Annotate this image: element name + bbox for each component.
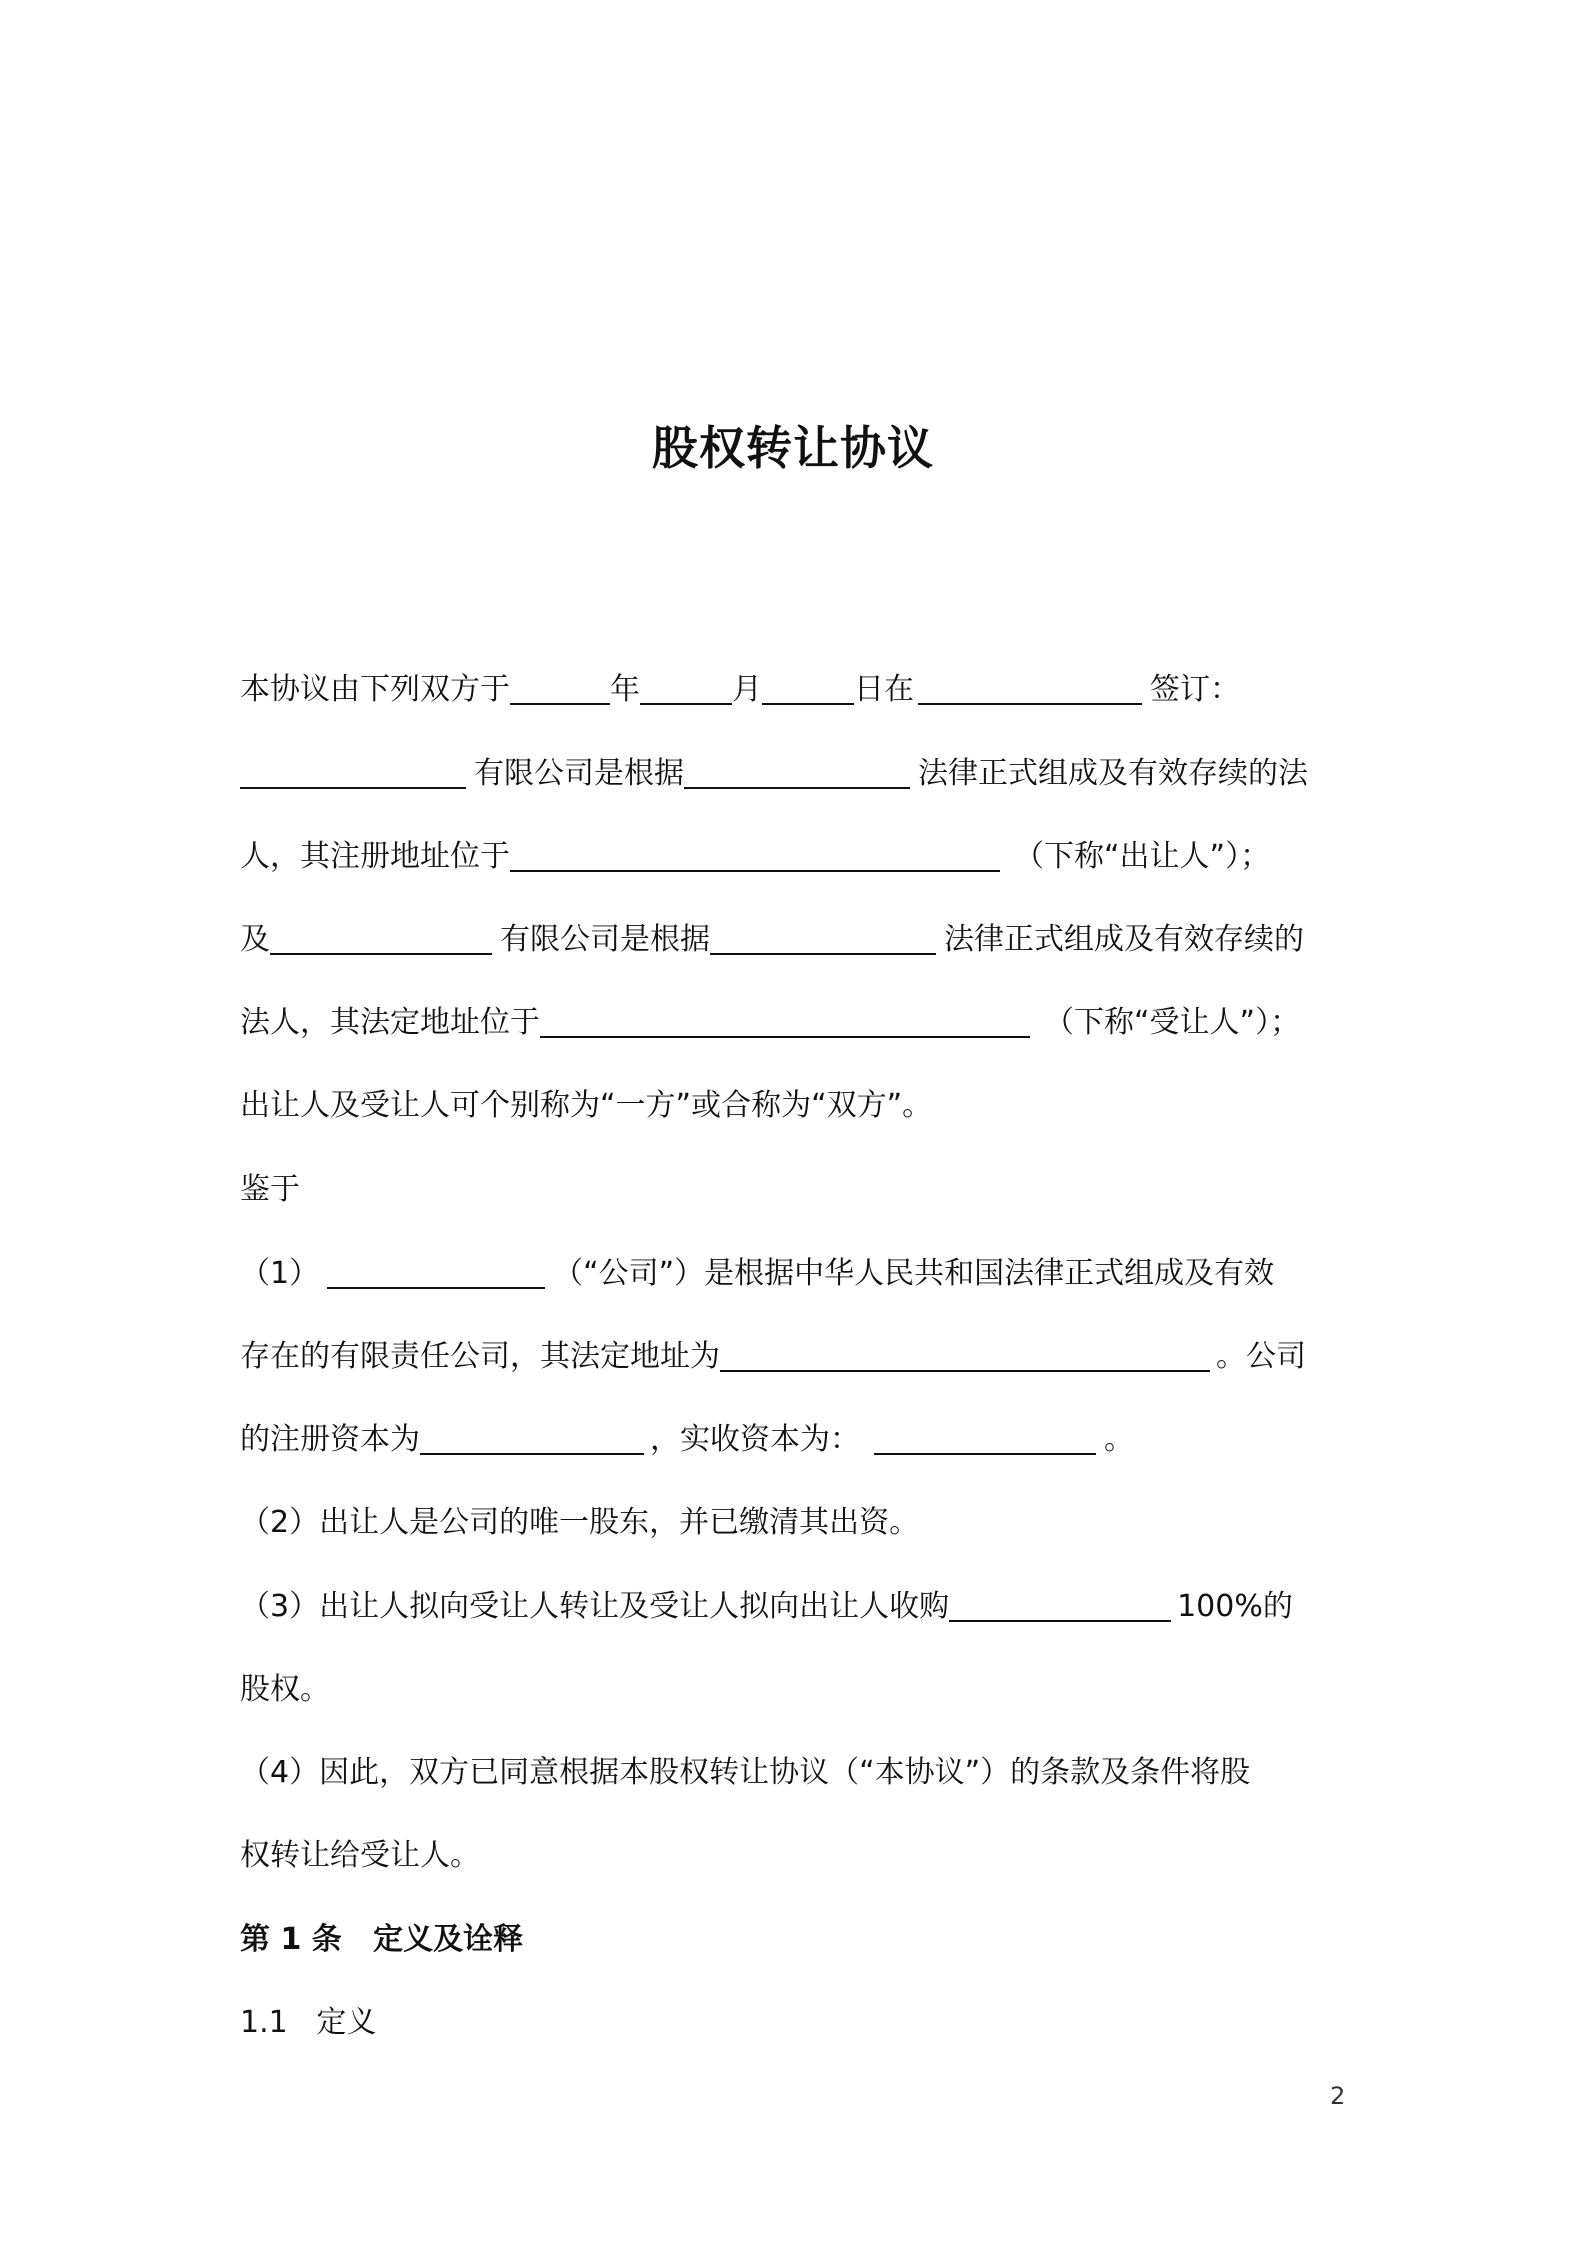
- party2-prefix: 及: [240, 922, 270, 957]
- parties-note: 出让人及受让人可个别称为“一方”或合称为“双方”。: [240, 1088, 933, 1123]
- company-address-blank: [720, 1340, 1210, 1372]
- party1-address-text: 人，其注册地址位于: [240, 839, 510, 874]
- company-name-blank: [327, 1257, 545, 1289]
- equity-company-blank: [949, 1590, 1171, 1622]
- recital3-line1: [240, 1585, 1293, 1629]
- party2-text2: 法律正式组成及有效存续的: [944, 922, 1304, 957]
- recital1-line3: [240, 1418, 1134, 1462]
- recital3-line2: 股权。: [240, 1672, 330, 1707]
- party1-alias: （下称“出让人”）；: [1014, 839, 1271, 874]
- recital1-number: （1）: [240, 1256, 320, 1291]
- intro-line: [240, 668, 1240, 712]
- day-label: 日在: [854, 672, 914, 707]
- recital1-line2: [240, 1335, 1306, 1379]
- document-title: 股权转让协议: [652, 421, 934, 475]
- day-blank: [762, 673, 854, 705]
- party1-law-blank: [684, 757, 910, 789]
- recital4-line1: （4）因此，双方已同意根据本股权转让协议（“本协议”）的条款及条件将股: [240, 1755, 1251, 1790]
- party1-line1: [240, 752, 1308, 796]
- paid-capital-blank: [874, 1423, 1096, 1455]
- year-blank: [510, 673, 610, 705]
- party1-text1: 有限公司是根据: [474, 756, 684, 791]
- paid-capital-text: ，实收资本为：: [650, 1422, 860, 1457]
- party2-line2: [240, 1001, 1300, 1045]
- registered-capital-text: 的注册资本为: [240, 1422, 420, 1457]
- recital3-text: （3）出让人拟向受让人转让及受让人拟向出让人收购: [240, 1589, 950, 1624]
- section-1-1-heading: 1.1 定义: [240, 2005, 377, 2040]
- party2-text1: 有限公司是根据: [500, 922, 710, 957]
- party2-alias: （下称“受让人”）；: [1044, 1005, 1301, 1040]
- party1-address-blank: [510, 840, 1000, 872]
- signed-label: 签订：: [1150, 672, 1240, 707]
- recital1-end: 。: [1104, 1422, 1134, 1457]
- party2-law-blank: [710, 923, 936, 955]
- party1-line2: [240, 835, 1270, 879]
- whereas-heading: 鉴于: [240, 1172, 300, 1207]
- page-number: 2: [1330, 2082, 1346, 2110]
- registered-capital-blank: [420, 1423, 644, 1455]
- intro-text: 本协议由下列双方于: [240, 672, 510, 707]
- month-label: 月: [732, 672, 762, 707]
- place-blank: [918, 673, 1142, 705]
- party2-line1: [240, 918, 1304, 962]
- recital4-line2: 权转让给受让人。: [240, 1838, 480, 1873]
- party2-address-blank: [540, 1006, 1030, 1038]
- equity-percentage: 100%的: [1177, 1589, 1293, 1624]
- recital1-address-text: 存在的有限责任公司，其法定地址为: [240, 1339, 720, 1374]
- party1-name-blank: [240, 757, 466, 789]
- party2-address-text: 法人，其法定地址位于: [240, 1005, 540, 1040]
- party1-text2: 法律正式组成及有效存续的法: [918, 756, 1308, 791]
- recital2: （2）出让人是公司的唯一股东，并已缴清其出资。: [240, 1505, 920, 1540]
- party2-name-blank: [270, 923, 492, 955]
- article1-heading: 第 1 条 定义及诠释: [240, 1922, 524, 1957]
- recital1-text1: （“公司”）是根据中华人民共和国法律正式组成及有效: [553, 1256, 1275, 1291]
- recital1-text2: 。公司: [1216, 1339, 1306, 1374]
- year-label: 年: [610, 672, 640, 707]
- recital1-line1: [240, 1252, 1274, 1296]
- month-blank: [640, 673, 732, 705]
